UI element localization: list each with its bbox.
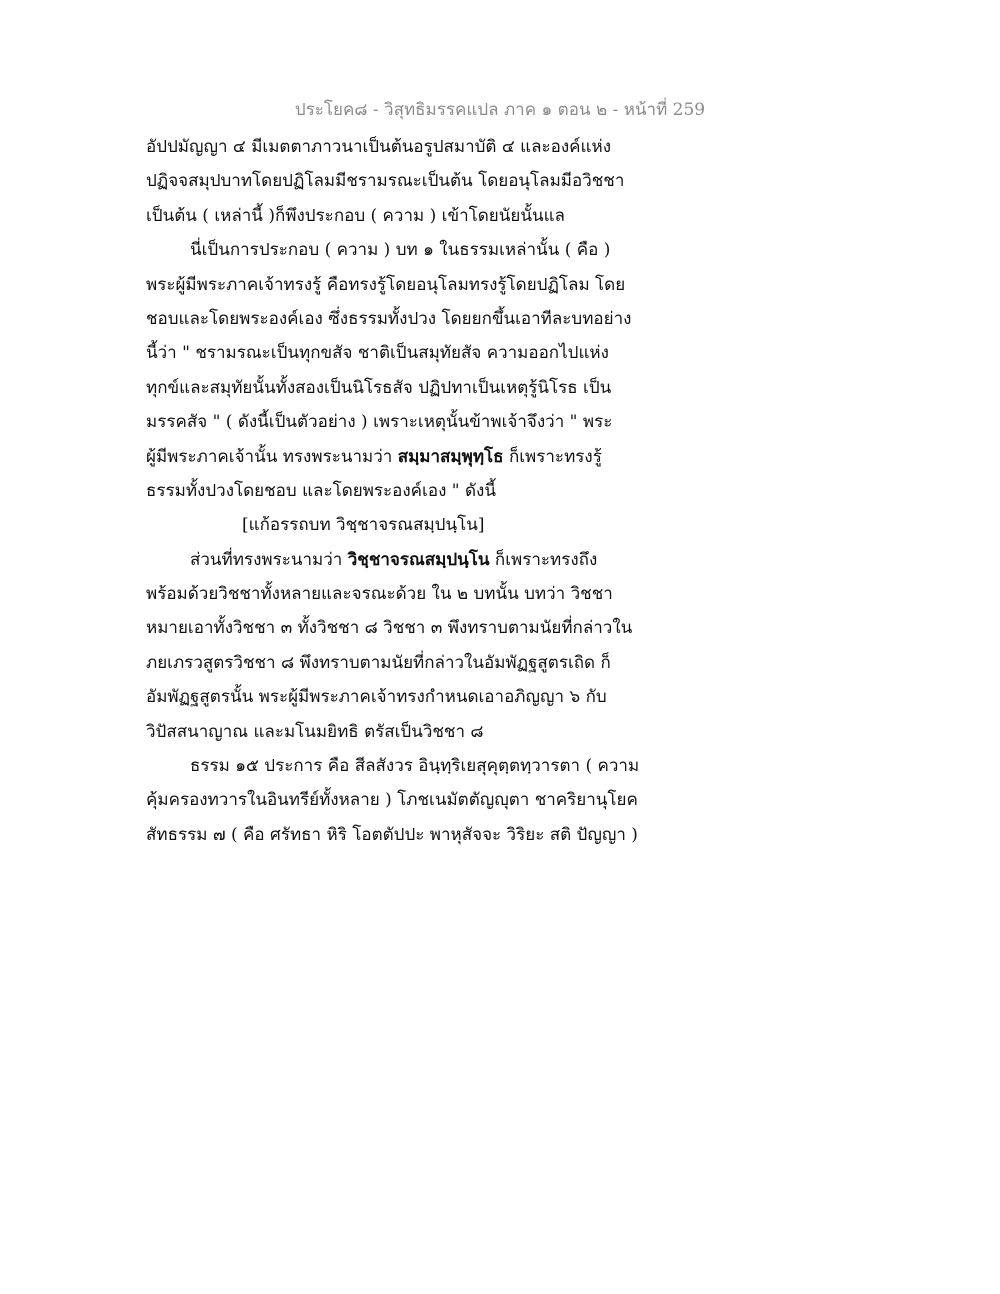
section-heading: [แก้อรรถบท วิชฺชาจรณสมฺปนฺโน]: [242, 515, 485, 536]
text-line: อัมพัฏฐสูตรนั้น พระผู้มีพระภาคเจ้าทรงกำหนดเอาอภิญญา ๖ กับ: [146, 687, 607, 708]
page-header: ประโยค๘ - วิสุทธิมรรคแปล ภาค ๑ ตอน ๒ - หน้าที่ 259: [294, 100, 706, 120]
text-line: ชอบและโดยพระองค์เอง ซึ่งธรรมทั้งปวง โดยยกขึ้นเอาทีละบทอย่าง: [146, 308, 632, 329]
text-segment: ผู้มีพระภาคเจ้านั้น ทรงพระนามว่า: [146, 446, 398, 467]
text-segment: ก็เพราะทรงรู้: [503, 446, 602, 467]
text-line: คุ้มครองทวารในอินทรีย์ทั้งหลาย ) โภชเนมัตตัญญุตา ชาคริยานุโยค: [146, 790, 638, 811]
text-segment: ส่วนที่ทรงพระนามว่า: [190, 549, 348, 570]
text-line: เป็นต้น ( เหล่านี้ )ก็พึงประกอบ ( ความ ) เข้าโดยนัยนั้นแล: [146, 205, 565, 226]
text-line: ปฏิจจสมุปบาทโดยปฏิโลมมีชรามรณะเป็นต้น โดยอนุโลมมีอวิชชา: [146, 171, 625, 192]
paragraph-start-line: นี่เป็นการประกอบ ( ความ ) บท ๑ ในธรรมเหล่านั้น ( คือ ): [190, 240, 611, 261]
text-line: มรรคสัจ " ( ดังนี้เป็นตัวอย่าง ) เพราะเหตุนั้นข้าพเจ้าจึงว่า " พระ: [146, 412, 613, 433]
text-line: พร้อมด้วยวิชชาทั้งหลายและจรณะด้วย ใน ๒ บทนั้น บทว่า วิชชา: [146, 584, 613, 605]
text-line: ทุกข์และสมุทัยนั้นทั้งสองเป็นนิโรธสัจ ปฏิปทาเป็นเหตุรู้นิโรธ เป็น: [146, 377, 612, 398]
text-line: ภยเภรวสูตรวิชชา ๘ พึงทราบตามนัยที่กล่าวในอัมพัฏฐสูตรเถิด ก็: [146, 652, 611, 673]
text-line: สัทธรรม ๗ ( คือ ศรัทธา หิริ โอตตัปปะ พาหุสัจจะ วิริยะ สติ ปัญญา ): [146, 824, 638, 845]
text-segment: ก็เพราะทรงถึง: [489, 549, 598, 570]
text-line: อัปปมัญญา ๔ มีเมตตาภาวนาเป็นต้นอรูปสมาบัติ ๔ และองค์แห่ง: [146, 137, 612, 157]
body-text: [146, 130, 646, 852]
paragraph-start-line: ธรรม ๑๕ ประการ คือ สีลสังวร อินฺทฺริเยสุคุตฺตทฺวารตา ( ความ: [190, 756, 640, 777]
text-line: ธรรมทั้งปวงโดยชอบ และโดยพระองค์เอง " ดังนี้: [146, 480, 496, 501]
text-line: หมายเอาทั้งวิชชา ๓ ทั้งวิชชา ๘ วิชชา ๓ พึงทราบตามนัยที่กล่าวใน: [146, 618, 633, 639]
bold-term: วิชฺชาจรณสมฺปนฺโน: [347, 549, 490, 570]
text-line: นี้ว่า " ชรามรณะเป็นทุกขสัจ ชาติเป็นสมุทัยสัจ ความออกไปแห่ง: [146, 343, 609, 364]
text-line-with-bold: [146, 543, 646, 577]
text-line: พระผู้มีพระภาคเจ้าทรงรู้ คือทรงรู้โดยอนุโลมทรงรู้โดยปฏิโลม โดย: [146, 274, 626, 295]
bold-term: สมฺมาสมฺพุทฺโธ: [397, 446, 504, 467]
text-line-with-bold: [146, 440, 646, 474]
text-line: วิปัสสนาญาณ และมโนมยิทธิ ตรัสเป็นวิชชา ๘: [146, 721, 484, 742]
